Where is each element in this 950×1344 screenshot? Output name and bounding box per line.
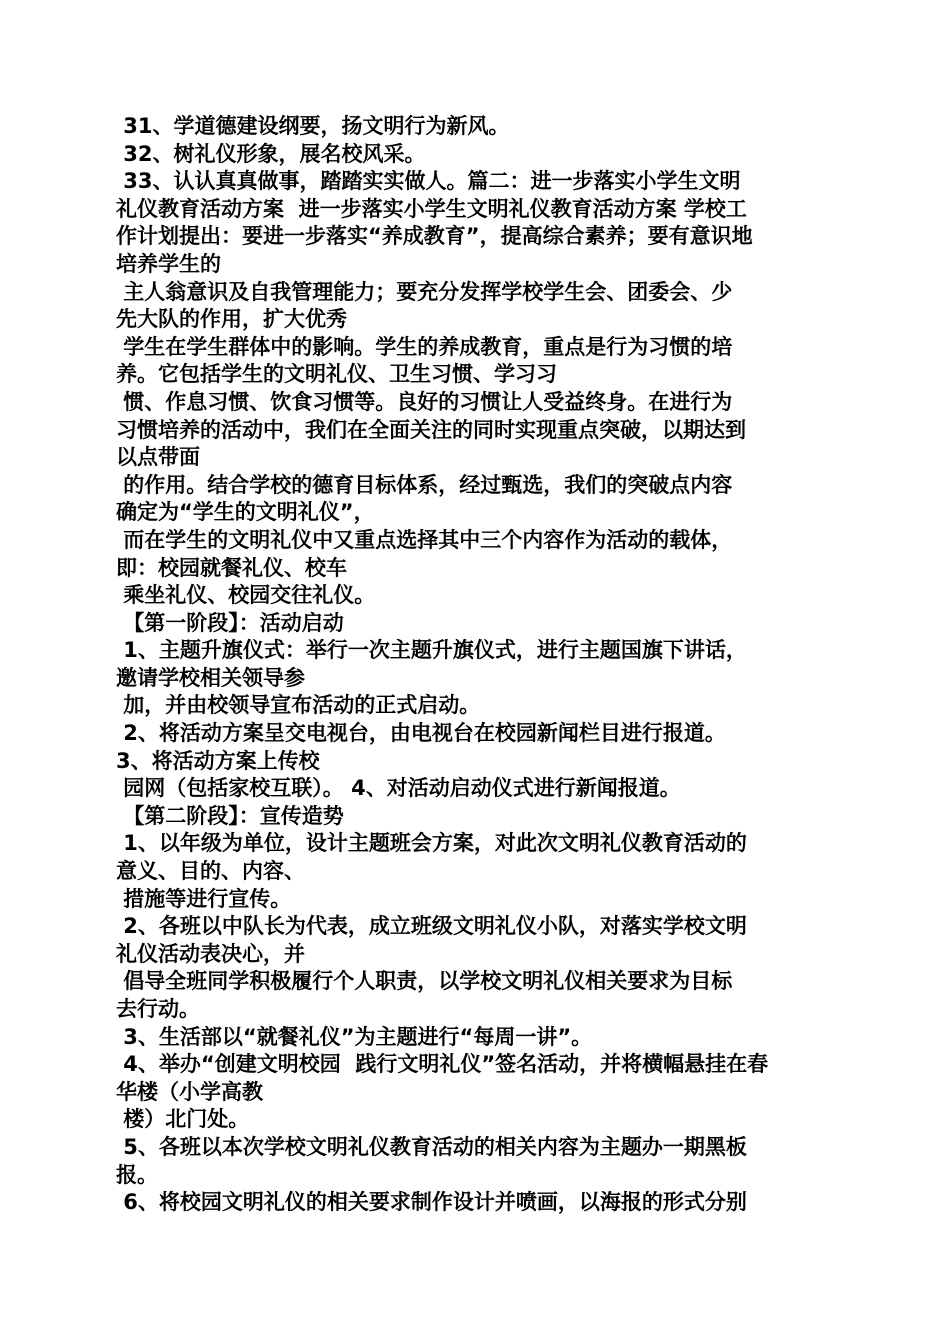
text-line: 31、学道德建设纲要，扬文明行为新风。 (116, 114, 510, 138)
text-line: 33、认认真真做事，踏踏实实做人。篇二：进一步落实小学生文明 (116, 169, 741, 194)
text-line: 礼仪活动表决心，并 (116, 941, 305, 966)
text-line: 培养学生的 (116, 251, 221, 276)
text-line: 邀请学校相关领导参 (116, 665, 305, 690)
text-line: 4、举办“创建文明校园 践行文明礼仪”签名活动，并将横幅悬挂在春 (116, 1052, 769, 1077)
text-line: 意义、目的、内容、 (116, 859, 305, 884)
section-heading: 【第二阶段】：宣传造势 (116, 803, 344, 828)
text-line: 惯、作息习惯、饮食习惯等。良好的习惯让人受益终身。在进行为 (116, 389, 733, 414)
text-line: 32、树礼仪形象，展名校风采。 (116, 141, 426, 166)
text-line: 1、以年级为单位，设计主题班会方案，对此次文明礼仪教育活动的 (116, 831, 747, 856)
text-line: 6、将校园文明礼仪的相关要求制作设计并喷画，以海报的形式分别 (116, 1190, 747, 1215)
text-line: 去行动。 (116, 997, 200, 1021)
text-line: 园网（包括家校互联）。 4、对活动启动仪式进行新闻报道。 (116, 776, 681, 801)
text-line: 主人翁意识及自我管理能力；要充分发挥学校学生会、团委会、少 (116, 279, 733, 304)
text-line: 5、各班以本次学校文明礼仪教育活动的相关内容为主题办一期黑板 (116, 1134, 747, 1159)
text-line: 加，并由校领导宣布活动的正式启动。 (116, 693, 481, 718)
text-line: 即：校园就餐礼仪、校车 (116, 555, 347, 580)
text-line: 养。它包括学生的文明礼仪、卫生习惯、学习习 (116, 362, 557, 387)
text-line: 3、将活动方案上传校 (116, 748, 320, 773)
text-line: 礼仪教育活动方案 进一步落实小学生文明礼仪教育活动方案 学校工 (116, 196, 747, 221)
text-line: 报。 (116, 1162, 158, 1187)
text-line: 的作用。结合学校的德育目标体系，经过甄选，我们的突破点内容 (116, 472, 733, 497)
text-line: 2、将活动方案呈交电视台，由电视台在校园新闻栏目进行报道。 (116, 721, 726, 746)
text-line: 确定为“学生的文明礼仪”， (116, 500, 375, 525)
text-line: 学生在学生群体中的影响。学生的养成教育，重点是行为习惯的培 (116, 334, 733, 359)
text-line: 习惯培养的活动中，我们在全面关注的同时实现重点突破，以期达到 (116, 417, 746, 442)
text-line: 楼）北门处。 (116, 1107, 250, 1132)
text-line: 作计划提出：要进一步落实“养成教育”，提高综合素养；要有意识地 (116, 224, 753, 249)
text-line: 3、生活部以“就餐礼仪”为主题进行“每周一讲”。 (116, 1024, 593, 1049)
document-body (116, 113, 836, 1217)
section-heading: 【第一阶段】：活动启动 (116, 610, 344, 635)
text-line: 2、各班以中队长为代表，成立班级文明礼仪小队，对落实学校文明 (116, 914, 747, 939)
text-line: 乘坐礼仪、校园交往礼仪。 (116, 583, 376, 608)
text-line: 措施等进行宣传。 (116, 886, 292, 911)
text-line: 以点带面 (116, 445, 200, 470)
text-line: 华楼（小学高教 (116, 1079, 263, 1104)
text-line: 而在学生的文明礼仪中又重点选择其中三个内容作为活动的载体， (116, 527, 733, 552)
text-line: 倡导全班同学积极履行个人职责，以学校文明礼仪相关要求为目标 (116, 969, 733, 994)
text-line: 1、主题升旗仪式：举行一次主题升旗仪式，进行主题国旗下讲话， (116, 638, 747, 663)
text-line: 先大队的作用，扩大优秀 (116, 307, 347, 332)
